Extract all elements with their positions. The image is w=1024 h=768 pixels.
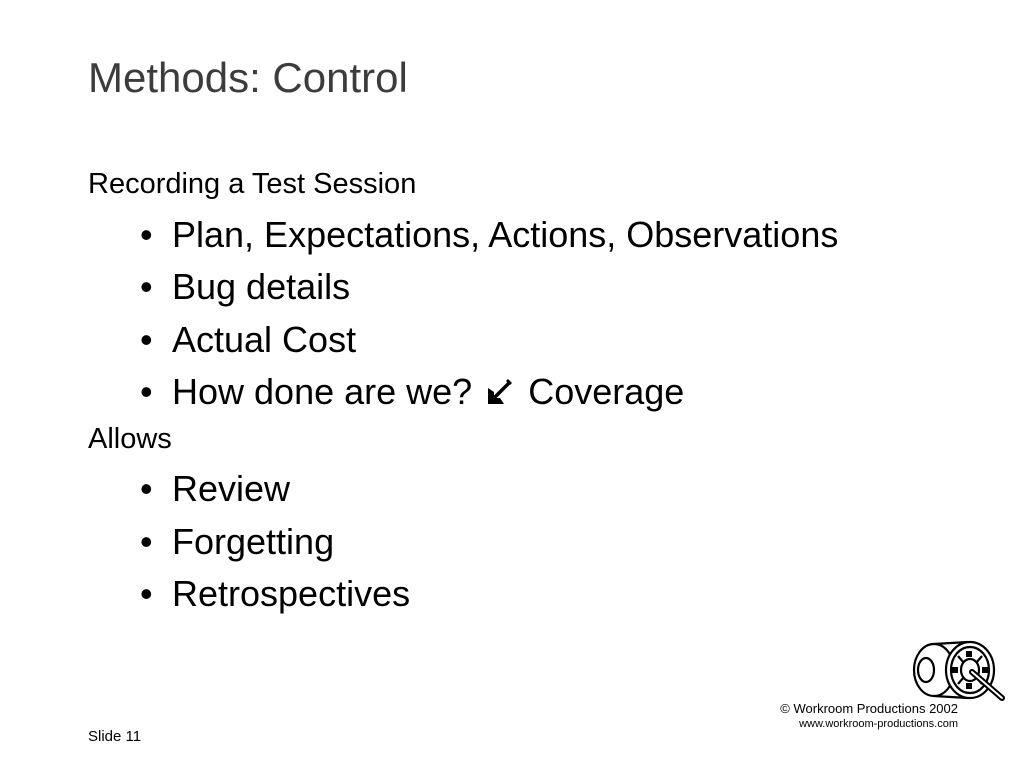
- film-reel-logo: [906, 636, 1010, 708]
- arrow-down-left-icon: [484, 373, 514, 403]
- bullet-glyph: •: [140, 266, 153, 307]
- slide-number: Slide 11: [88, 728, 142, 745]
- bullet-item: [140, 468, 290, 510]
- bullet-glyph: •: [140, 573, 153, 614]
- bullet-text: Plan, Expectations, Actions, Observations: [172, 214, 839, 255]
- section-heading-recording: Recording a Test Session: [88, 168, 417, 200]
- bullet-text: Retrospectives: [172, 573, 411, 614]
- bullet-item: [140, 371, 684, 413]
- bullet-text: Review: [172, 468, 291, 509]
- bullet-text: Actual Cost: [172, 319, 357, 360]
- bullet-item: [140, 521, 334, 563]
- bullet-text: Forgetting: [172, 521, 335, 562]
- bullet-glyph: •: [140, 214, 153, 255]
- bullet-item: [140, 573, 410, 615]
- bullet-glyph: •: [140, 468, 153, 509]
- copyright-notice: © Workroom Productions 2002: [780, 701, 958, 716]
- bullet-glyph: •: [140, 371, 153, 412]
- bullet-text: How done are we?: [172, 371, 473, 412]
- section-heading-allows: Allows: [88, 423, 172, 455]
- bullet-text: Bug details: [172, 266, 351, 307]
- slide-title: Methods: Control: [88, 54, 408, 101]
- website-url: www.workroom-productions.com: [799, 718, 958, 730]
- bullet-glyph: •: [140, 319, 153, 360]
- bullet-item: [140, 266, 350, 308]
- bullet-text: Coverage: [528, 371, 685, 412]
- bullet-item: [140, 319, 356, 361]
- bullet-glyph: •: [140, 521, 153, 562]
- bullet-item: [140, 214, 838, 256]
